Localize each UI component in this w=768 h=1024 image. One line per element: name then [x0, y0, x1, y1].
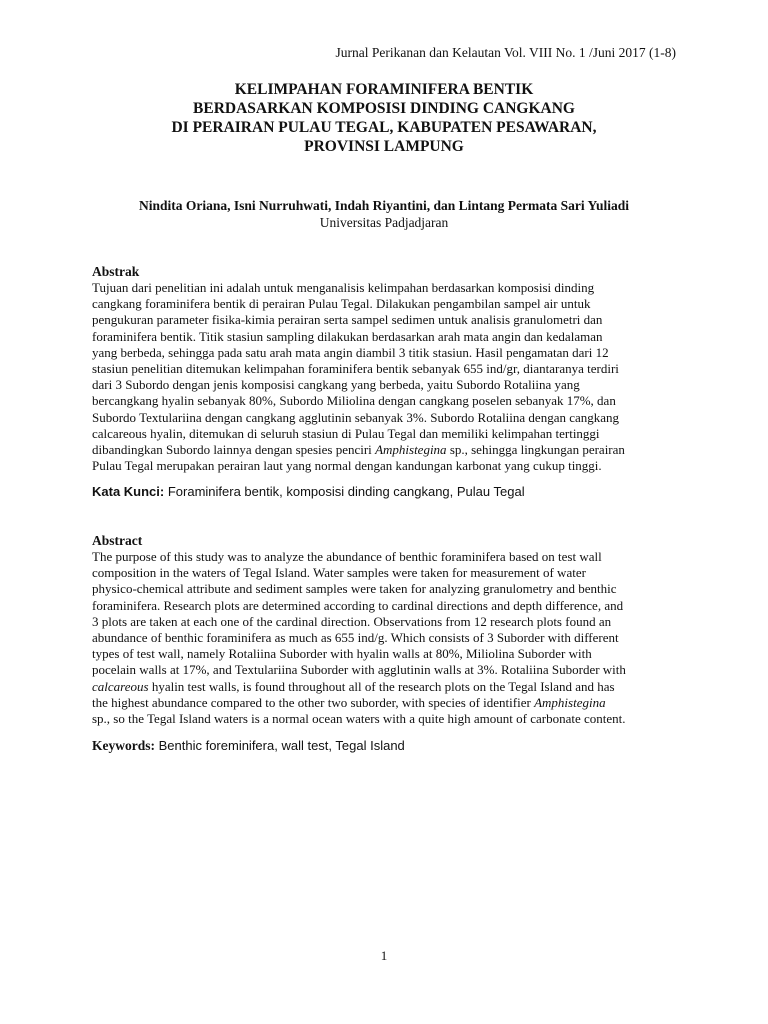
abstrak-line: dari 3 Subordo dengan jenis komposisi cangkang yang berbeda, yaitu Subordo Rotaliina yang: [92, 377, 580, 393]
author-list: Nindita Oriana, Isni Nurruhwati, Indah Riyantini, dan Lintang Permata Sari Yuliadi: [139, 198, 629, 213]
abstrak-line: pengukuran parameter fisika-kimia perairan serta sampel sedimen untuk analisis granulometri dan: [92, 312, 603, 328]
abstract-line: calcareous hyalin test walls, is found throughout all of the research plots on the Tegal Island and has: [92, 678, 615, 694]
abstrak-line: bercangkang hyalin sebanyak 80%, Subordo Miliolina dengan cangkang poselen sebanyak 17%, dan: [92, 393, 616, 409]
abstrak-line: stasiun penelitian ditemukan kelimpahan foraminifera bentik sebanyak 655 ind/gr, diantaranya terdiri: [92, 361, 619, 377]
title-line: DI PERAIRAN PULAU TEGAL, KABUPATEN PESAWARAN,: [171, 119, 597, 136]
abstract-line: 3 plots are taken at each one of the cardinal direction. Observations from 12 research plots found an: [92, 613, 612, 629]
title-line: KELIMPAHAN FORAMINIFERA BENTIK: [234, 81, 534, 98]
abstrak-line: cangkang foraminifera bentik di perairan Pulau Tegal. Dilakukan pengambilan sampel air untuk: [92, 296, 591, 312]
abstract-line: physico-chemical attribute and sediment samples were taken for analyzing granulometry and benthic: [92, 581, 617, 597]
kata-kunci-value: Foraminifera bentik, komposisi dinding cangkang, Pulau Tegal: [164, 484, 525, 499]
page-number: 1: [380, 948, 388, 963]
abstrak-line: calcareous hyalin, ditemukan di seluruh stasiun di Pulau Tegal dan memiliki kelimpahan tertinggi: [92, 425, 600, 441]
abstract-line: types of test wall, namely Rotaliina Suborder with hyalin walls at 80%, Miliolina Suborder with: [92, 646, 592, 662]
abstract-line: The purpose of this study was to analyze the abundance of benthic foraminifera based on test wall: [92, 549, 602, 564]
abstrak-line: Tujuan dari penelitian ini adalah untuk menganalisis kelimpahan berdasarkan komposisi dinding: [92, 280, 595, 295]
abstract-line: foraminifera. Research plots are determined according to cardinal directions and depth difference, and: [92, 597, 624, 613]
affiliation: Universitas Padjadjaran: [319, 215, 449, 230]
abstrak-line: foraminifera bentik. Titik stasiun sampling dilakukan berdasarkan arah mata angin dan kedalaman: [92, 328, 603, 344]
abstract-line: pocelain walls at 17%, and Textulariina Suborder with agglutinin walls at 3%. Rotaliina Suborder with: [92, 662, 626, 678]
abstrak-line: dibandingkan Subordo lainnya dengan spesies penciri Amphistegina sp., sehingga lingkungan perairan: [92, 442, 625, 458]
running-head: Jurnal Perikanan dan Kelautan Vol. VIII No. 1 /Juni 2017 (1-8): [335, 45, 676, 60]
abstract-heading: Abstract: [92, 533, 143, 548]
abstrak-heading: Abstrak: [92, 264, 140, 279]
keywords-value: Benthic foreminifera, wall test, Tegal Island: [155, 738, 405, 753]
abstract-line: abundance of benthic foraminifera as much as 655 ind/g. Which consists of 3 Suborder with different: [92, 630, 619, 646]
title-line: BERDASARKAN KOMPOSISI DINDING CANGKANG: [193, 100, 575, 117]
keywords: [92, 738, 405, 754]
abstract-line: composition in the waters of Tegal Island. Water samples were taken for measurement of water: [92, 565, 586, 581]
abstract-line: the highest abundance compared to the other two suborder, with species of identifier Amphistegina: [92, 694, 606, 710]
abstrak-line: yang berbeda, sehingga pada satu arah mata angin diambil 3 titik stasiun. Hasil pengamatan dari 12: [92, 344, 609, 360]
abstract-line: sp., so the Tegal Island waters is a normal ocean waters with a quite high amount of carbonate content.: [92, 711, 626, 727]
kata-kunci: [92, 484, 525, 500]
kata-kunci-label: Kata Kunci:: [92, 484, 165, 499]
paper-title: [0, 80, 768, 156]
abstrak-line: Pulau Tegal merupakan perairan laut yang normal dengan kandungan karbonat yang cukup tinggi.: [92, 458, 602, 474]
abstract-body: [92, 549, 677, 727]
title-line: PROVINSI LAMPUNG: [304, 138, 464, 155]
keywords-label: Keywords:: [92, 738, 155, 753]
abstrak-line: Subordo Textulariina dengan cangkang agglutinin sebanyak 3%. Subordo Rotaliina dengan cangkang: [92, 409, 620, 425]
abstrak-body: [92, 280, 677, 474]
